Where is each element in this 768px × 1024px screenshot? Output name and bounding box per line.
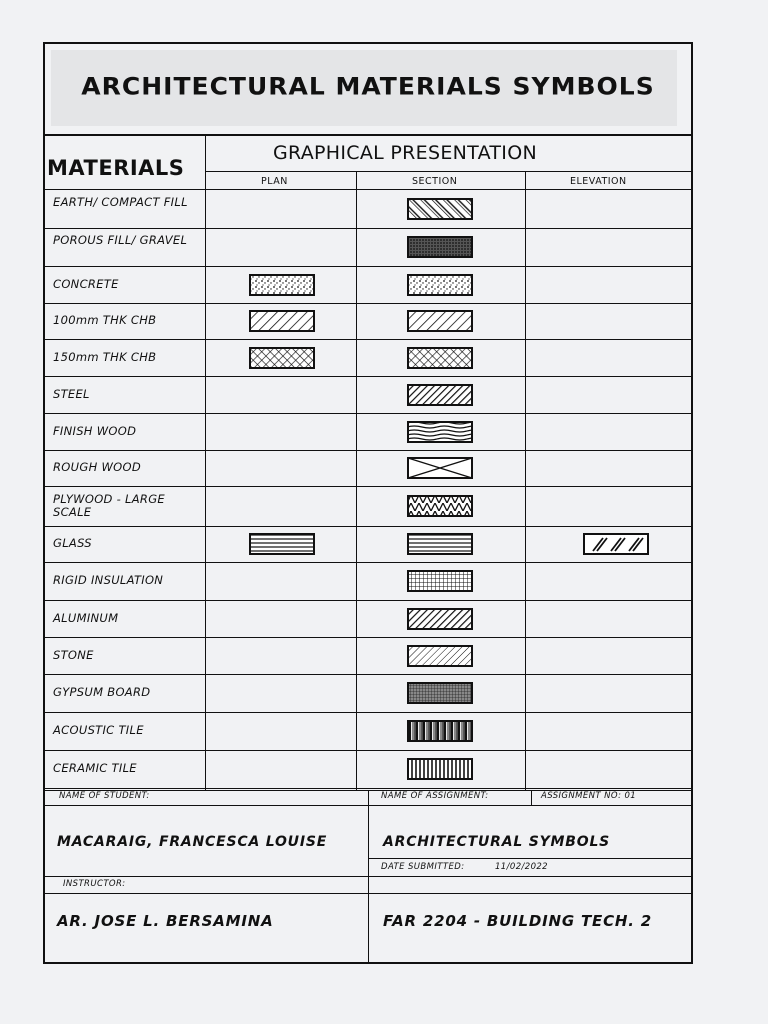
row-divider <box>45 228 691 229</box>
section-symbol <box>407 274 473 296</box>
row-divider <box>45 712 691 713</box>
material-label: RIGID INSULATION <box>53 573 164 587</box>
row-divider <box>45 376 691 377</box>
section-symbol <box>407 570 473 592</box>
section-symbol <box>407 236 473 258</box>
plan-symbol <box>249 347 315 369</box>
plan-column-divider <box>356 171 357 790</box>
footer-instructor-line <box>45 876 691 877</box>
row-divider <box>45 600 691 601</box>
row-divider <box>45 788 691 789</box>
material-label: FINISH WOOD <box>53 423 137 438</box>
row-divider <box>45 486 691 487</box>
footer-instructor-label-line <box>45 893 691 894</box>
elevation-column-header: ELEVATION <box>570 176 627 187</box>
footer-label-line <box>45 805 691 806</box>
section-symbol <box>407 720 473 742</box>
plan-column-header: PLAN <box>261 176 288 187</box>
row-divider <box>45 450 691 451</box>
instructor-name: AR. JOSE L. BERSAMINA <box>57 912 274 930</box>
material-label: 100mm THK CHB <box>53 313 157 327</box>
assignment-label: NAME OF ASSIGNMENT: <box>381 791 489 801</box>
date-value: 11/02/2022 <box>495 862 548 872</box>
material-label: ALUMINUM <box>53 610 119 625</box>
section-symbol <box>407 384 473 406</box>
section-symbol <box>407 198 473 220</box>
date-label: DATE SUBMITTED: <box>381 862 465 872</box>
material-label: POROUS FILL/ GRAVEL <box>53 233 188 247</box>
assignment-number: ASSIGNMENT NO: 01 <box>541 791 637 801</box>
footer-date-line <box>368 858 691 859</box>
column-header-divider <box>45 189 691 190</box>
section-symbol <box>407 758 473 780</box>
material-label: PLYWOOD - LARGE SCALE <box>53 492 165 519</box>
section-symbol <box>407 347 473 369</box>
section-symbol <box>407 608 473 630</box>
section-symbol <box>407 533 473 555</box>
material-label: STEEL <box>53 386 90 401</box>
instructor-label: INSTRUCTOR: <box>63 879 126 889</box>
row-divider <box>45 339 691 340</box>
footer-center-divider <box>368 790 369 964</box>
section-symbol <box>407 421 473 443</box>
row-divider <box>45 637 691 638</box>
section-column-header: SECTION <box>412 176 458 187</box>
row-divider <box>45 303 691 304</box>
material-label: ROUGH WOOD <box>53 460 142 474</box>
section-symbol <box>407 682 473 704</box>
materials-header: MATERIALS <box>47 156 185 180</box>
sheet-title: ARCHITECTURAL MATERIALS SYMBOLS <box>81 72 655 101</box>
section-symbol <box>407 310 473 332</box>
material-label: ACOUSTIC TILE <box>53 723 144 737</box>
material-label: EARTH/ COMPACT FILL <box>53 195 188 209</box>
material-label: STONE <box>53 647 94 662</box>
material-label: 150mm THK CHB <box>53 349 157 364</box>
row-divider <box>45 413 691 414</box>
row-divider <box>45 562 691 563</box>
section-column-divider <box>525 171 526 790</box>
student-name: MACARAIG, FRANCESCA LOUISE <box>57 834 328 850</box>
row-divider <box>45 750 691 751</box>
material-label: CERAMIC TILE <box>53 761 137 775</box>
footer-assignment-divider <box>531 790 532 805</box>
course-name: FAR 2204 - BUILDING TECH. 2 <box>383 912 652 930</box>
assignment-name: ARCHITECTURAL SYMBOLS <box>383 834 611 850</box>
materials-column-divider <box>205 136 206 790</box>
plan-symbol <box>249 533 315 555</box>
plan-symbol <box>249 274 315 296</box>
material-label: GLASS <box>53 536 92 550</box>
header-divider <box>205 171 691 172</box>
student-label: NAME OF STUDENT: <box>59 791 150 801</box>
section-symbol <box>407 495 473 517</box>
drawing-sheet <box>43 42 693 964</box>
elevation-symbol <box>583 533 649 555</box>
plan-symbol <box>249 310 315 332</box>
row-divider <box>45 266 691 267</box>
material-label: GYPSUM BOARD <box>53 685 151 699</box>
graphical-presentation-header: GRAPHICAL PRESENTATION <box>273 142 537 164</box>
title-block <box>45 44 691 136</box>
row-divider <box>45 526 691 527</box>
section-symbol <box>407 645 473 667</box>
section-symbol <box>407 457 473 479</box>
material-label: CONCRETE <box>53 276 119 291</box>
row-divider <box>45 674 691 675</box>
